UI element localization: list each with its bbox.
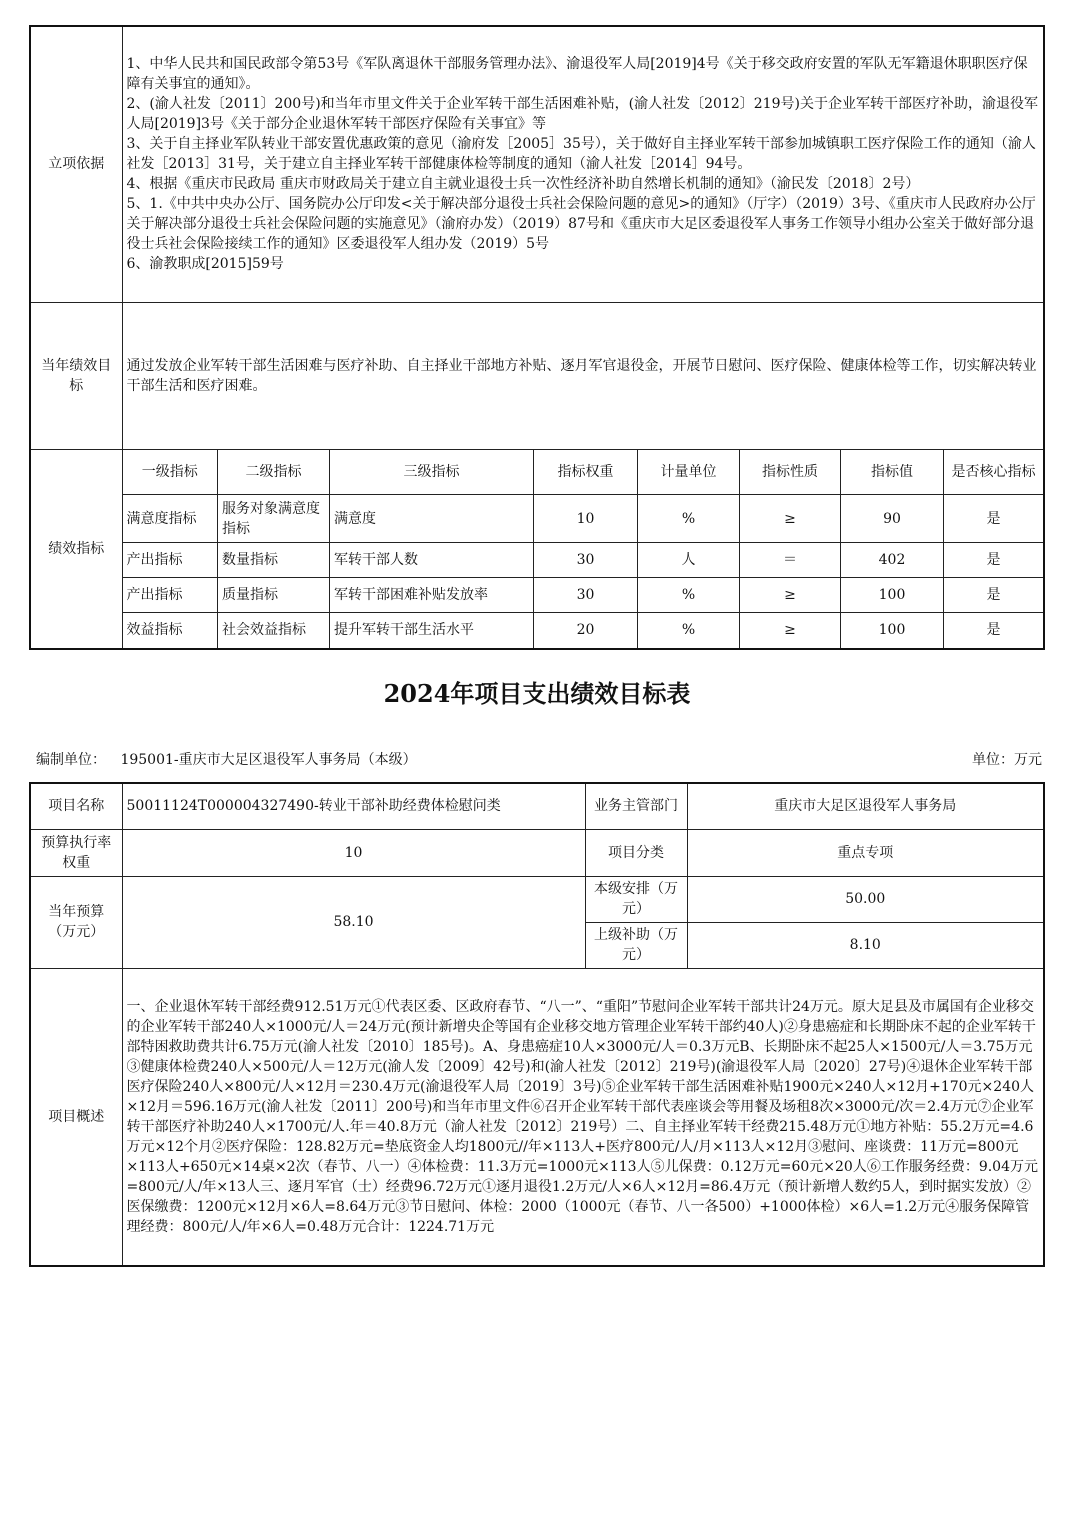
category-value: 重点专项: [687, 829, 1044, 876]
project-table: [29, 782, 1045, 1267]
level2-cell: 质量指标: [218, 578, 330, 613]
table-row: [123, 543, 1044, 578]
basis-line: 6、渝教职成[2015]59号: [126, 256, 284, 273]
unit-cell: %: [638, 613, 740, 648]
category-label: 项目分类: [585, 829, 687, 876]
value-cell: 100: [841, 613, 944, 648]
name-label: 项目名称: [30, 783, 122, 829]
table-row: [123, 578, 1044, 613]
level1-cell: 效益指标: [123, 613, 218, 648]
unit-cell: %: [638, 495, 740, 543]
level2-cell: 服务对象满意度指标: [218, 495, 330, 543]
org-value: 195001-重庆市大足区退役军人事务局（本级）: [120, 752, 417, 768]
budget-value: 58.10: [122, 876, 585, 968]
budget-label: 当年预算（万元）: [30, 876, 122, 968]
unit-line: [36, 749, 1042, 769]
basis-line: 1、中华人民共和国民政部令第53号《军队离退休干部服务管理办法》、渝退役军人局[2019]4号《关于移交政府安置的军队无军籍退休职职医疗保障有关事宜的通知》。: [126, 56, 1028, 93]
level2-cell: 社会效益指标: [218, 613, 330, 648]
goal-text: 通过发放企业军转干部生活困难与医疗补助、自主择业干部地方补贴、逐月军官退役金，开展节日慰问、医疗保险、健康体检等工作，切实解决转业干部生活和医疗困难。: [122, 302, 1044, 449]
unit-cell: %: [638, 578, 740, 613]
header-cell: 三级指标: [330, 450, 534, 495]
core-cell: 是: [944, 578, 1044, 613]
header-cell: 一级指标: [123, 450, 218, 495]
org-label: 编制单位：: [36, 752, 106, 768]
core-cell: 是: [944, 613, 1044, 648]
level3-cell: 提升军转干部生活水平: [330, 613, 534, 648]
header-cell: 是否核心指标: [944, 450, 1044, 495]
indicator-cell: [122, 449, 1044, 649]
weight-value: 10: [122, 829, 585, 876]
overview-text: 一、企业退休军转干部经费912.51万元①代表区委、区政府春节、“八一”、“重阳”节慰问企业军转干部共计24万元。原大足县及市属国有企业移交的企业军转干部240人×1000元/人＝24万元(预计新增央企等国有企业移交地方管理企业军转干部约40人)②身患癌症和长期卧床不起的企业军转干部特困救助费共计6.75万元(渝人社发〔2010〕185号)。A、身患癌症10人×3000元/人＝0.3万元B、长期卧床不起25人×1500元/人＝3.75万元③健康体检费240人×500元/人＝12万元(渝人发〔2009〕42号)和(渝人社发〔2012〕219号)(渝退役军人局〔2020〕27号)④退休企业军转干部医疗保险240人×800元/人×12月＝230.4万元(渝退役军人局〔2019〕3号)⑤企业军转干部生活困难补贴1900元×240人×12月+170元×240人×12月＝596.16万元(渝人社发〔2011〕200号)和当年市里文件⑥召开企业军转干部代表座谈会等用餐及场租8次×3000元/次＝2.4万元⑦企业军转干部医疗补助240人×1700元/人.年＝40.8万元（渝人社发〔2012〕219号）二、自主择业军转干经费215.48万元①地方补贴：55.2万元=4.6万元×12个月②医疗保险：128.82万元=垫底资金人均1800元//年×113人+医疗800元/人/月×113人×12月③慰问、座谈费：11万元=800元×113人+650元×14桌×2次（春节、八一）④体检费：11.3万元=1000元×113人⑤儿保费：0.12万元=60元×20人⑥工作服务经费：9.04万元=800元/人/年×13人三、逐月军官（士）经费96.72万元①逐月退役1.2万元/人×6人×12月=86.4万元（预计新增人数约5人，到时据实发放）②医保缴费：1200元×12月×6人=8.64万元③节日慰问、体检：2000（1000元（春节、八一各500）+1000体检）×6人=1.2万元④服务保障管理经费：800元/人/年×6人=0.48万元合计：1224.71万元: [122, 968, 1044, 1266]
dept-label: 业务主管部门: [585, 783, 687, 829]
nature-cell: ＝: [740, 543, 841, 578]
basis-line: 2、(渝人社发〔2011〕200号)和当年市里文件关于企业军转干部生活困难补贴，(渝人社发〔2012〕219号)关于企业军转干部医疗补助，渝退役军人局[2019]3号《关于部分企业退休军转干部医疗保险有关事宜》等: [126, 96, 1038, 133]
level1-cell: 产出指标: [123, 543, 218, 578]
core-cell: 是: [944, 543, 1044, 578]
dept-value: 重庆市大足区退役军人事务局: [687, 783, 1044, 829]
basis-line: 5、1.《中共中央办公厅、国务院办公厅印发<关于解决部分退役士兵社会保险问题的意见>的通知》（厅字）（2019）3号、《重庆市人民政府办公厅关于解决部分退役士兵社会保险问题的实施意见》（渝府办发）（2019）87号和《重庆市大足区委退役军人事务工作领导小组办公室关于做好部分退役士兵社会保险接续工作的通知》区委退役军人组办发（2019）5号: [126, 196, 1036, 253]
level1-cell: 产出指标: [123, 578, 218, 613]
header-cell: 二级指标: [218, 450, 330, 495]
header-cell: 指标性质: [740, 450, 841, 495]
level3-cell: 军转干部困难补贴发放率: [330, 578, 534, 613]
level3-cell: 军转干部人数: [330, 543, 534, 578]
table-row: [123, 613, 1044, 648]
weight-cell: 30: [534, 578, 638, 613]
performance-goal-table: [29, 25, 1045, 650]
level3-cell: 满意度: [330, 495, 534, 543]
header-cell: 指标权重: [534, 450, 638, 495]
value-cell: 100: [841, 578, 944, 613]
nature-cell: ≥: [740, 578, 841, 613]
unit-cell: 人: [638, 543, 740, 578]
weight-cell: 10: [534, 495, 638, 543]
upper-label: 上级补助（万元）: [585, 922, 687, 968]
nature-cell: ≥: [740, 613, 841, 648]
nature-cell: ≥: [740, 495, 841, 543]
indicator-label: 绩效指标: [30, 449, 122, 649]
level1-cell: 满意度指标: [123, 495, 218, 543]
weight-cell: 20: [534, 613, 638, 648]
goal-label: 当年绩效目标: [30, 302, 122, 449]
local-label: 本级安排（万元）: [585, 876, 687, 922]
weight-cell: 30: [534, 543, 638, 578]
basis-line: 4、根据《重庆市民政局 重庆市财政局关于建立自主就业退役士兵一次性经济补助自然增长机制的通知》（渝民发〔2018〕2号）: [126, 176, 920, 193]
name-value: 50011124T000004327490-转业干部补助经费体检慰问类: [122, 783, 585, 829]
value-cell: 90: [841, 495, 944, 543]
unit-label: 单位：万元: [972, 752, 1042, 768]
basis-label: 立项依据: [30, 26, 122, 302]
local-value: 50.00: [687, 876, 1044, 922]
table-row: [123, 495, 1044, 543]
page-title: 2024年项目支出绩效目标表: [383, 679, 691, 708]
overview-label: 项目概述: [30, 968, 122, 1266]
value-cell: 402: [841, 543, 944, 578]
core-cell: 是: [944, 495, 1044, 543]
indicator-header-row: [123, 450, 1044, 495]
basis-text: [122, 26, 1044, 302]
upper-value: 8.10: [687, 922, 1044, 968]
indicator-table: [123, 450, 1044, 648]
header-cell: 计量单位: [638, 450, 740, 495]
level2-cell: 数量指标: [218, 543, 330, 578]
weight-label: 预算执行率权重: [30, 829, 122, 876]
basis-line: 3、关于自主择业军队转业干部安置优惠政策的意见（渝府发［2005］35号），关于做好自主择业军转干部参加城镇职工医疗保险工作的通知（渝人社发［2013］31号，关于建立自主择业军转干部健康体检等制度的通知（渝人社发［2014］94号。: [126, 136, 1036, 173]
header-cell: 指标值: [841, 450, 944, 495]
